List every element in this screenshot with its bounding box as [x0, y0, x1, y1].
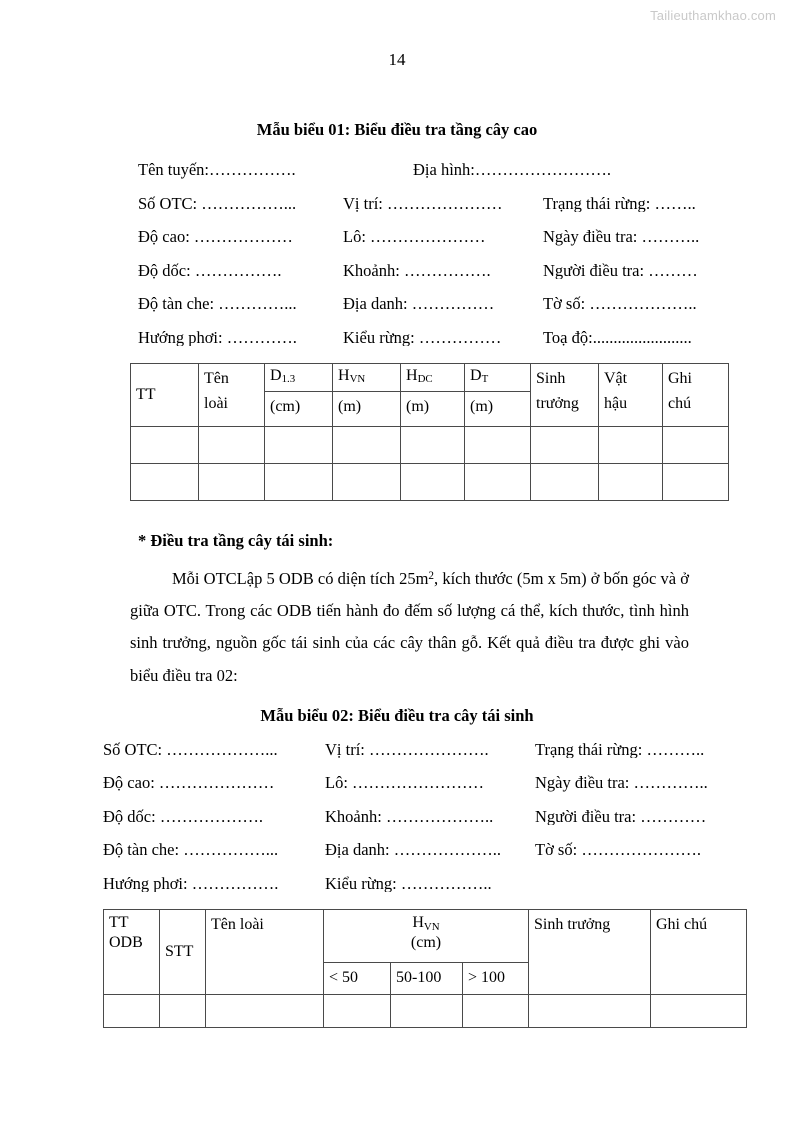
- field-do-tan-che: [138, 296, 343, 313]
- field-trang-thai-rung: [535, 742, 750, 759]
- th-divider: [401, 391, 464, 392]
- form2-row: [103, 742, 794, 759]
- table2-header-row: [104, 910, 747, 963]
- field-lo: [343, 229, 543, 246]
- th-unit: (m): [470, 397, 494, 415]
- field-dots[interactable]: ………………….: [369, 741, 489, 759]
- field-label: Khoảnh:: [325, 808, 386, 826]
- th-symbol-base: H: [338, 367, 350, 384]
- field-do-tan-che: [103, 842, 325, 859]
- th-hvn-gt100: > 100: [463, 963, 529, 995]
- field-trang-thai-rung: [543, 196, 758, 213]
- form1-fields: [0, 162, 794, 346]
- th-symbol: [470, 364, 525, 389]
- th-label-line2: hậu: [604, 394, 628, 412]
- field-nguoi-dieu-tra: [535, 809, 750, 826]
- table-cell[interactable]: [531, 427, 599, 464]
- table-cell[interactable]: [131, 464, 199, 501]
- th-d13: [265, 364, 333, 427]
- field-dots[interactable]: …………..: [633, 775, 708, 792]
- field-label: Kiểu rừng:: [343, 329, 419, 346]
- field-dots[interactable]: …………….: [191, 875, 279, 893]
- field-label: Vị trí:: [325, 741, 369, 759]
- table-tang-cay-cao: [130, 363, 729, 501]
- field-dots[interactable]: …………….: [194, 262, 282, 279]
- th-symbol-base: H: [412, 914, 424, 932]
- field-dots[interactable]: …………: [640, 808, 707, 826]
- table-cell[interactable]: [465, 464, 531, 501]
- th-dt: [465, 364, 531, 427]
- field-dots[interactable]: ………..: [646, 741, 705, 759]
- field-ten-tuyen: [138, 162, 413, 179]
- form2-row: [103, 876, 794, 893]
- table-cell[interactable]: [529, 994, 651, 1027]
- table-cell[interactable]: [333, 427, 401, 464]
- field-label: Độ tàn che:: [103, 842, 184, 859]
- field-label: Người điều tra:: [543, 262, 649, 279]
- th-label-line1: Tên: [204, 370, 229, 387]
- field-label: Hướng phơi:: [138, 329, 227, 346]
- field-dots[interactable]: ........................: [592, 329, 692, 346]
- field-label: Địa danh:: [325, 842, 394, 859]
- field-label: Số OTC:: [138, 195, 202, 212]
- field-dots[interactable]: ………………….: [581, 842, 701, 859]
- th-symbol: [329, 913, 523, 933]
- field-label: Ngày điều tra:: [535, 775, 634, 792]
- th-label: Sinh trưởng: [534, 916, 611, 934]
- th-tt-odb: [104, 910, 160, 995]
- field-kieu-rung: [343, 330, 543, 347]
- paragraph-superscript: 2: [428, 569, 435, 582]
- field-dots[interactable]: ……………...: [183, 842, 279, 859]
- th-ten-loai: [206, 910, 324, 995]
- form2-row: [103, 809, 794, 826]
- th-symbol: [338, 364, 395, 389]
- field-label: Độ cao:: [103, 775, 159, 792]
- table-cell[interactable]: [131, 427, 199, 464]
- table-cell[interactable]: [663, 464, 729, 501]
- field-label: Số OTC:: [103, 741, 167, 759]
- table-cell[interactable]: [324, 994, 391, 1027]
- form1-row: [138, 263, 794, 280]
- form1-row: [138, 296, 794, 313]
- field-label: Địa hình:: [413, 162, 475, 179]
- field-label: Lô:: [325, 775, 353, 792]
- th-hvn-lt50: < 50: [324, 963, 391, 995]
- field-dots[interactable]: ……………….: [159, 808, 263, 826]
- field-to-so: [535, 842, 750, 859]
- th-hvn-50-100: 50-100: [391, 963, 463, 995]
- field-kieu-rung: [325, 876, 535, 893]
- th-hdc: [401, 364, 465, 427]
- th-label-line2: trưởng: [536, 394, 579, 412]
- table-cell[interactable]: [391, 994, 463, 1027]
- paragraph-part1: Mỗi OTCLập 5 ODB có diện tích 25m: [172, 569, 429, 588]
- th-label: TT: [136, 385, 156, 403]
- table-cell[interactable]: [651, 994, 747, 1027]
- th-ten-loai: [199, 364, 265, 427]
- table-cell[interactable]: [199, 464, 265, 501]
- field-dots[interactable]: …………………: [158, 775, 275, 792]
- field-dots[interactable]: ……………..: [400, 875, 492, 893]
- paragraph-part2: , kích thước (5m x 5m) ở bốn góc và ở giữa OTC. Trong các ODB tiến hành đo đếm số lượng cá thể, kích thước, tình hình sinh trưởng, nguồn gốc tái sinh của các cây thân gỗ. Kết quả điều tra được ghi vào biểu điều tra 02:: [130, 569, 689, 685]
- form1-title: Mẫu biểu 01: Biểu điều tra tầng cây cao: [256, 120, 538, 139]
- field-do-doc: [103, 809, 325, 826]
- th-symbol-base: D: [270, 367, 282, 384]
- field-dots[interactable]: …………………: [370, 229, 486, 246]
- th-label-line1: Sinh: [536, 370, 566, 387]
- field-label: Toạ độ:: [543, 329, 593, 346]
- field-dia-hinh: [413, 162, 611, 179]
- th-ghi-chu: [651, 910, 747, 995]
- th-unit: (m): [338, 397, 362, 415]
- form2-row: [103, 842, 794, 859]
- field-dots[interactable]: ……………...: [201, 195, 297, 212]
- field-ngay-dieu-tra: [543, 229, 758, 246]
- field-dots[interactable]: ………..: [641, 229, 700, 246]
- page-number: 14: [388, 50, 406, 69]
- th-label-line1: Ghi: [668, 370, 692, 387]
- table-cell[interactable]: [265, 427, 333, 464]
- table-row[interactable]: [104, 994, 747, 1027]
- th-symbol-sub: VN: [349, 373, 366, 386]
- table-cell[interactable]: [663, 427, 729, 464]
- field-dots[interactable]: ………………...: [166, 741, 278, 759]
- th-symbol-sub: VN: [423, 920, 440, 933]
- form1-row: [138, 196, 794, 213]
- field-dots[interactable]: ………………..: [589, 296, 697, 313]
- th-label: Ghi chú: [656, 916, 708, 934]
- th-sinh-truong: [531, 364, 599, 427]
- th-hvn-group: [324, 910, 529, 963]
- th-unit: (cm): [270, 397, 301, 415]
- field-do-cao: [138, 229, 343, 246]
- field-toa-do: [543, 330, 758, 347]
- document-content: [0, 120, 794, 1028]
- field-label: Kiểu rừng:: [325, 875, 401, 893]
- form1-row: [138, 330, 794, 347]
- field-label: Khoảnh:: [343, 262, 404, 279]
- field-dots[interactable]: …………….: [403, 262, 491, 279]
- th-label-line2: loài: [204, 394, 228, 412]
- field-dots[interactable]: …………………: [387, 195, 503, 212]
- th-label: STT: [165, 942, 194, 960]
- table-cell[interactable]: [333, 464, 401, 501]
- table-cell[interactable]: [265, 464, 333, 501]
- field-label: Hướng phơi:: [103, 875, 192, 893]
- field-lo: [325, 775, 535, 792]
- field-dots[interactable]: ………….: [226, 329, 297, 346]
- form2-row: [103, 775, 794, 792]
- table-cell[interactable]: [531, 464, 599, 501]
- field-do-doc: [138, 263, 343, 280]
- field-dots[interactable]: …………….: [209, 162, 296, 179]
- table-cell[interactable]: [206, 994, 324, 1027]
- th-sinh-truong: [529, 910, 651, 995]
- th-label-line2: chú: [668, 394, 692, 412]
- field-label: Trạng thái rừng:: [543, 195, 655, 212]
- field-dots[interactable]: ……………………: [352, 775, 485, 792]
- field-huong-phoi: [103, 876, 325, 893]
- field-ngay-dieu-tra: [535, 775, 750, 792]
- th-hvn: [333, 364, 401, 427]
- th-divider: [265, 391, 332, 392]
- table-cell[interactable]: [465, 427, 531, 464]
- watermark: Tailieuthamkhao.com: [650, 8, 776, 23]
- table-cell[interactable]: [599, 427, 663, 464]
- section-paragraph: [130, 563, 689, 692]
- th-symbol: [270, 364, 327, 389]
- field-dots[interactable]: ………………..: [393, 842, 501, 859]
- table1-header-row: [131, 364, 729, 427]
- th-tt: [131, 364, 199, 427]
- th-symbol-base: H: [406, 367, 418, 384]
- field-dots[interactable]: ……………: [418, 329, 502, 346]
- th-stt: [160, 910, 206, 995]
- table-row[interactable]: [131, 427, 729, 464]
- th-divider: [465, 391, 530, 392]
- th-vat-hau: [599, 364, 663, 427]
- field-dots[interactable]: ……………: [411, 296, 495, 313]
- form1-row: [138, 162, 794, 179]
- field-dots[interactable]: …………………….: [474, 162, 611, 179]
- field-huong-phoi: [138, 330, 343, 347]
- field-dia-danh: [325, 842, 535, 859]
- th-symbol-sub: T: [481, 373, 489, 386]
- th-symbol-base: D: [470, 367, 482, 384]
- field-label: Độ dốc:: [138, 262, 195, 279]
- field-dots[interactable]: ………………: [193, 229, 293, 246]
- field-label: Tên tuyến:: [138, 162, 210, 179]
- field-label: Địa danh:: [343, 296, 412, 313]
- field-khoanh: [325, 809, 535, 826]
- table-cell[interactable]: [104, 994, 160, 1027]
- field-dots[interactable]: ………: [648, 262, 698, 279]
- table-cell[interactable]: [401, 464, 465, 501]
- th-label-line1: TT: [109, 914, 129, 932]
- field-label: Ngày điều tra:: [543, 229, 642, 246]
- field-label: Người điều tra:: [535, 808, 641, 826]
- table-cell[interactable]: [401, 427, 465, 464]
- field-label: Tờ số:: [535, 842, 582, 859]
- field-dia-danh: [343, 296, 543, 313]
- field-label: Lô:: [343, 229, 371, 246]
- th-symbol: [406, 364, 459, 389]
- field-so-otc: [138, 196, 343, 213]
- field-dots[interactable]: ………………..: [385, 808, 494, 826]
- th-symbol-sub: DC: [417, 373, 433, 386]
- table-cell[interactable]: [199, 427, 265, 464]
- field-label: Tờ số:: [543, 296, 590, 313]
- section-heading: * Điều tra tầng cây tái sinh:: [138, 531, 334, 550]
- field-label: Trạng thái rừng:: [535, 741, 647, 759]
- field-do-cao: [103, 775, 325, 792]
- form2-fields: [0, 742, 794, 893]
- th-label-line2: ODB: [109, 934, 143, 952]
- field-label: Độ cao:: [138, 229, 194, 246]
- field-to-so: [543, 296, 758, 313]
- field-dots[interactable]: ……..: [654, 195, 696, 212]
- th-unit: (m): [406, 397, 430, 415]
- table-cell[interactable]: [160, 994, 206, 1027]
- field-vi-tri: [343, 196, 543, 213]
- th-divider: [333, 391, 400, 392]
- field-khoanh: [343, 263, 543, 280]
- field-dots[interactable]: …………...: [218, 296, 297, 313]
- form1-row: [138, 229, 794, 246]
- field-label: Độ tàn che:: [138, 296, 219, 313]
- th-unit: (cm): [410, 934, 442, 952]
- field-vi-tri: [325, 742, 535, 759]
- table-row[interactable]: [131, 464, 729, 501]
- table-cay-tai-sinh: [103, 909, 747, 1028]
- table-cell[interactable]: [599, 464, 663, 501]
- th-symbol-sub: 1.3: [281, 373, 296, 386]
- field-so-otc: [103, 742, 325, 759]
- th-label-line1: Vật: [604, 370, 628, 387]
- field-label: Độ dốc:: [103, 808, 160, 826]
- th-ghi-chu: [663, 364, 729, 427]
- th-label: Tên loài: [211, 916, 264, 934]
- field-label: Vị trí:: [343, 195, 387, 212]
- table-cell[interactable]: [463, 994, 529, 1027]
- field-nguoi-dieu-tra: [543, 263, 758, 280]
- form2-title: Mẫu biểu 02: Biểu điều tra cây tái sinh: [260, 705, 534, 725]
